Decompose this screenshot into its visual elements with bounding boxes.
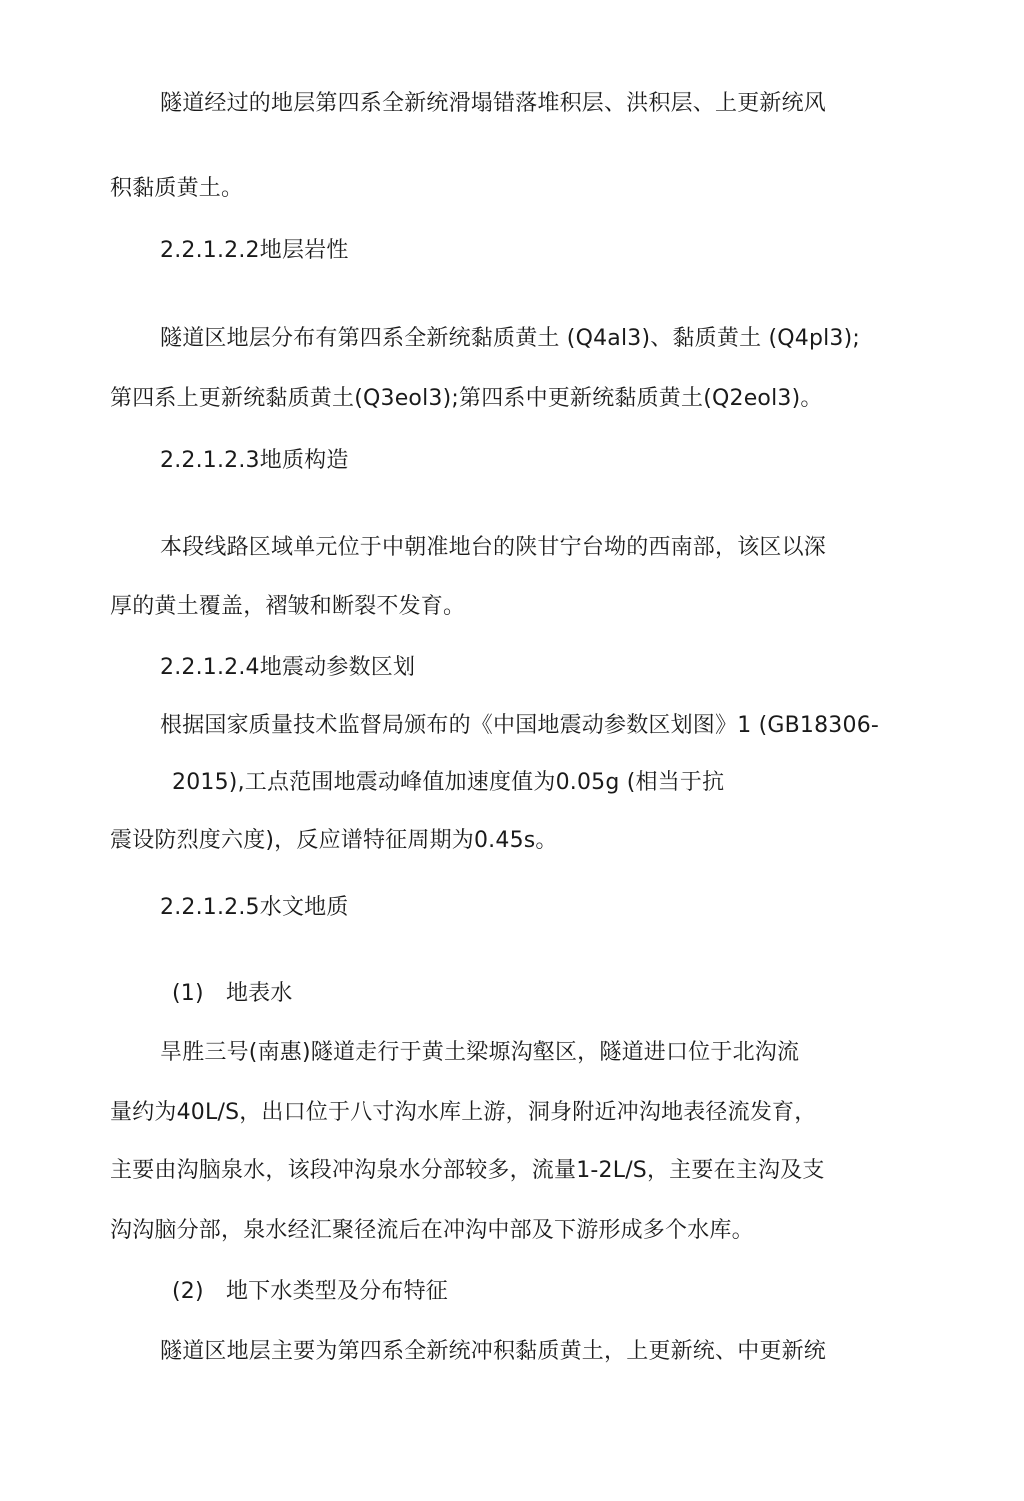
paragraph-line: 主要由沟脑泉水，该段冲沟泉水分部较多，流量1-2L/S，主要在主沟及支 [110, 1158, 825, 1183]
paragraph-line: 沟沟脑分部，泉水经汇聚径流后在冲沟中部及下游形成多个水库。 [110, 1218, 754, 1243]
paragraph-line: 隧道经过的地层第四系全新统滑塌错落堆积层、洪积层、上更新统风 [160, 91, 827, 116]
section-heading: 2.2.1.2.4地震动参数区划 [160, 655, 416, 680]
paragraph-line: 积黏质黄土。 [110, 176, 244, 201]
section-heading: 2.2.1.2.2地层岩性 [160, 238, 349, 263]
list-item-heading: (2) 地下水类型及分布特征 [172, 1279, 448, 1304]
list-item-heading: (1) 地表水 [172, 981, 293, 1006]
paragraph-line: 厚的黄土覆盖，褶皱和断裂不发育。 [110, 594, 466, 619]
paragraph-line: 旱胜三号(南惠)隧道走行于黄土梁塬沟壑区，隧道进口位于北沟流 [160, 1040, 800, 1065]
paragraph-line: 隧道区地层主要为第四系全新统冲积黏质黄土，上更新统、中更新统 [160, 1339, 827, 1364]
paragraph-line: 本段线路区域单元位于中朝准地台的陕甘宁台坳的西南部，该区以深 [160, 535, 827, 560]
paragraph-line: 2015),工点范围地震动峰值加速度值为0.05g (相当于抗 [172, 770, 725, 795]
paragraph-line: 震设防烈度六度)，反应谱特征周期为0.45s。 [110, 828, 558, 853]
paragraph-line: 根据国家质量技术监督局颁布的《中国地震动参数区划图》1 (GB18306- [160, 713, 880, 738]
section-heading: 2.2.1.2.3地质构造 [160, 448, 349, 473]
paragraph-line: 隧道区地层分布有第四系全新统黏质黄土 (Q4al3)、黏质黄土 (Q4pl3); [160, 326, 861, 351]
section-heading: 2.2.1.2.5水文地质 [160, 895, 349, 920]
paragraph-line: 量约为40L/S，出口位于八寸沟水库上游，洞身附近冲沟地表径流发育， [110, 1100, 817, 1125]
paragraph-line: 第四系上更新统黏质黄土(Q3eol3);第四系中更新统黏质黄土(Q2eol3)。 [110, 386, 823, 411]
